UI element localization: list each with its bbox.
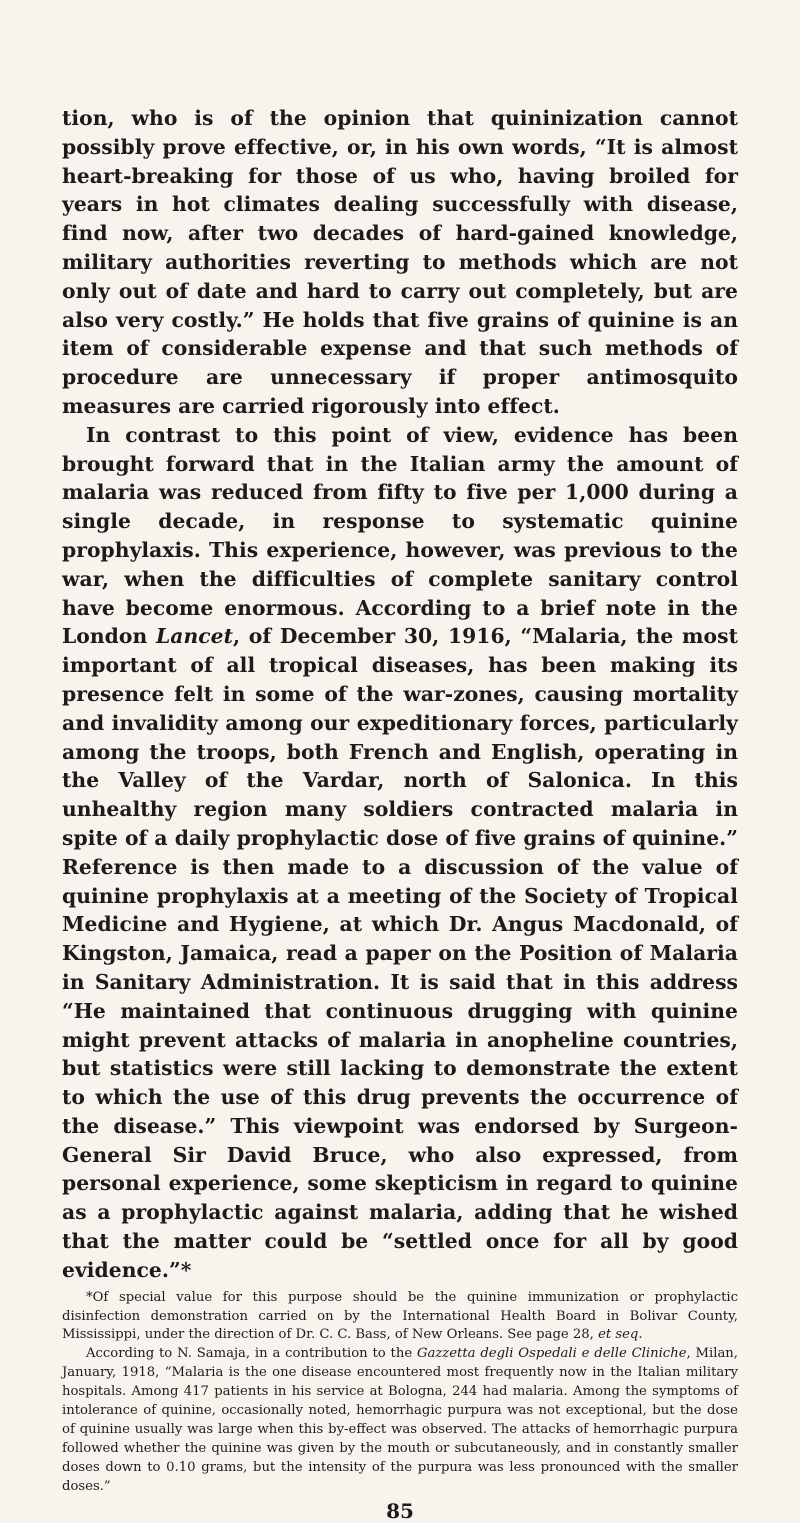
footnote-2-text-a: According to N. Samaja, in a contribution to the: [86, 1346, 417, 1362]
body-text: [62, 104, 738, 1285]
footnote-1: [62, 1289, 738, 1346]
footnote-2-text-b: , Milan, January, 1918, “Malaria is the one disease encountered most frequently now in the Italian military hospitals. Among 417 patients in his service at Bologna, 244 had malaria. Among the symptoms of intolerance of quinine, occasionally noted, hemorrhagic purpura was not exceptional, but the dose of quinine usually was large when this by-effect was observed. The attacks of hemorrhagic purpura followed whether the quinine was given by the mouth or subcutaneously, and in constantly smaller doses down to 0.10 grams, but the intensity of the purpura was less pronounced with the smaller doses.”: [62, 1346, 738, 1494]
lancet-title: Lancet: [155, 624, 234, 649]
document-page: [62, 104, 738, 1523]
footnote-1-italic: et seq.: [598, 1327, 643, 1343]
gazzetta-title: Gazzetta degli Ospedali e delle Cliniche: [416, 1346, 687, 1362]
paragraph-2-text-a: In contrast to this point of view, evidence has been brought forward that in the Italian army the amount of malaria was reduced from fifty to five per 1,000 during a single decade, in response to systematic quinine prophylaxis. This experience, however, was previous to the war, when the difficulties of complete sanitary control have become enormous. According to a brief note in the London: [62, 422, 738, 649]
footnote-1-text: *Of special value for this purpose should be the quinine immunization or prophylactic disinfection demonstration carried on by the International Health Board in Bolivar County, Mississippi, under the direction of Dr. C. C. Bass, of New Orleans. See page 28,: [62, 1289, 738, 1343]
paragraph-italian-army: [62, 421, 738, 1285]
footnote-2: [62, 1345, 738, 1496]
paragraph-1-text: tion, who is of the opinion that quininization cannot possibly prove effective, or, in his own words, “It is almost heart-breaking for those of us who, having broiled for years in hot climates dealing successfully with disease, find now, after two decades of hard-gained knowledge, military authorities reverting to methods which are not only out of date and hard to carry out completely, but are also very costly.” He holds that five grains of quinine is an item of considerable expense and that such methods of procedure are unnecessary if proper antimosquito measures are carried rigorously into effect.: [62, 106, 738, 418]
page-number: 85: [386, 1498, 414, 1523]
paragraph-continuation: [62, 104, 738, 421]
footnotes: [62, 1289, 738, 1497]
paragraph-2-text-b: , of December 30, 1916, “Malaria, the most important of all tropical diseases, has been making its presence felt in some of the war-zones, causing mortality and invalidity among our expeditionary forces, particularly among the troops, both French and English, operating in the Valley of the Vardar, north of Salonica. In this unhealthy region many soldiers contracted malaria in spite of a daily prophylactic dose of five grains of quinine.” Reference is then made to a discussion of the value of quinine prophylaxis at a meeting of the Society of Tropical Medicine and Hygiene, at which Dr. Angus Macdonald, of Kingston, Jamaica, read a paper on the Position of Malaria in Sanitary Administration. It is said that in this address “He maintained that continuous drugging with quinine might prevent attacks of malaria in anopheline countries, but statistics were still lacking to demonstrate the extent to which the use of this drug prevents the occurrence of the disease.” This viewpoint was endorsed by Surgeon-General Sir David Bruce, who also expressed, from personal experience, some skepticism in regard to quinine as a prophylactic against malaria, adding that he wished that the matter could be “settled once for all by good evidence.”*: [62, 624, 738, 1282]
